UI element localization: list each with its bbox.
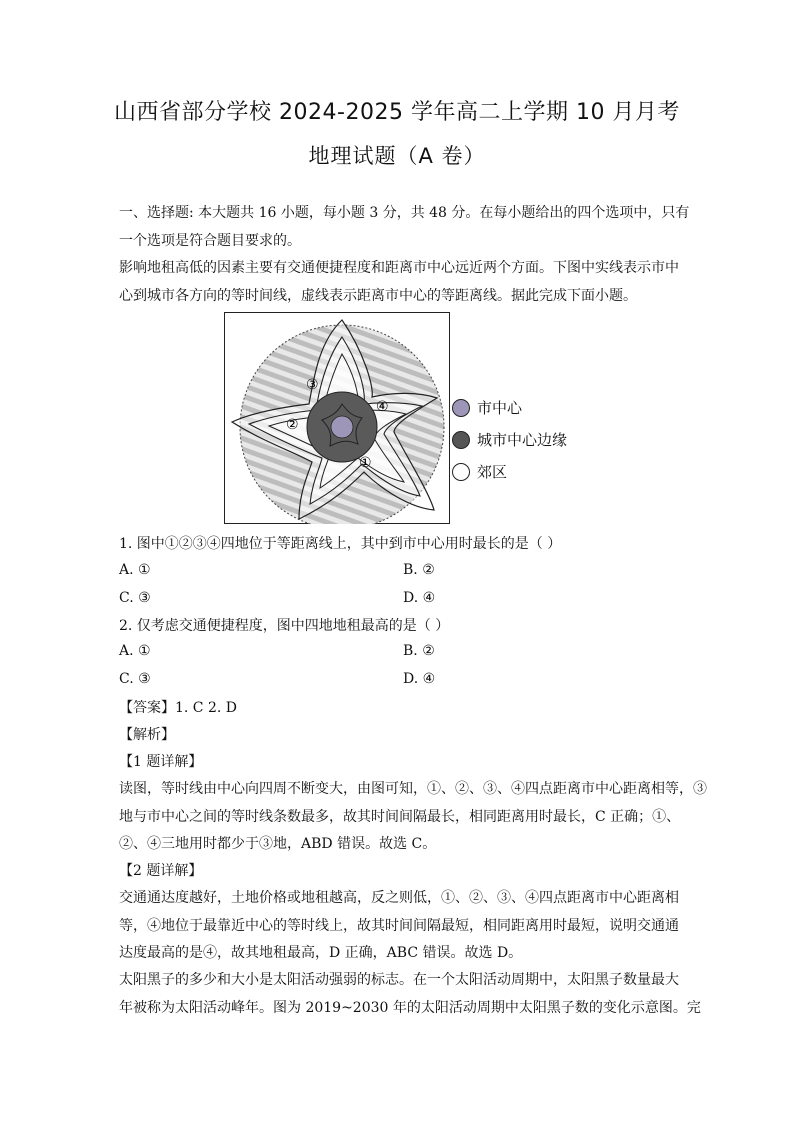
intro-text-1: 影响地租高低的因素主要有交通便捷程度和距离市中心远近两个方面。下图中实线表示市中 — [119, 260, 679, 276]
q2-option-a: A. ① — [119, 643, 151, 659]
point-3: ③ — [306, 377, 319, 393]
detail-1-text-3: ②、④三地用时都少于③地，ABD 错误。故选 C。 — [119, 836, 437, 852]
detail-2-text-2: 等，④地位于最靠近中心的等时线上，故其时间间隔最短，相同距离用时最短，说明交通通 — [119, 918, 679, 934]
city-center — [331, 416, 353, 438]
q2-option-b: B. ② — [403, 643, 435, 659]
q2-option-c: C. ③ — [119, 671, 151, 687]
isochrone-map-figure — [224, 312, 450, 524]
legend-label: 郊区 — [477, 463, 508, 481]
analysis-heading: 【解析】 — [119, 727, 175, 743]
detail-2-heading: 【2 题详解】 — [119, 863, 203, 879]
legend-center-edge — [452, 429, 567, 450]
legend-swatch-city-center — [452, 399, 470, 417]
point-4: ④ — [376, 399, 389, 415]
q1-option-a: A. ① — [119, 562, 151, 578]
section-instruction-1: 一、选择题: 本大题共 16 小题，每小题 3 分，共 48 分。在每小题给出的四个选项中，只有 — [119, 205, 690, 221]
q1-option-d: D. ④ — [403, 590, 436, 606]
q2-option-d: D. ④ — [403, 671, 436, 687]
detail-1-heading: 【1 题详解】 — [119, 754, 203, 770]
legend-label: 市中心 — [477, 399, 523, 417]
next-passage-1: 太阳黑子的多少和大小是太阳活动强弱的标志。在一个太阳活动周期中，太阳黑子数量最大 — [119, 972, 679, 988]
detail-1-text-2: 地与市中心之间的等时线条数最多，故其时间间隔最长，相同距离用时最长，C 正确；①、 — [119, 809, 681, 825]
answer-line: 【答案】1. C 2. D — [119, 700, 238, 716]
legend-label: 城市中心边缘 — [477, 431, 568, 449]
point-2: ② — [286, 417, 299, 433]
q1-option-b: B. ② — [403, 562, 435, 578]
question-2-stem: 2. 仅考虑交通便捷程度，图中四地地租最高的是（ ） — [119, 618, 450, 634]
legend-swatch-suburb — [452, 463, 470, 481]
legend-swatch-center-edge — [452, 431, 470, 449]
point-1: ① — [359, 455, 372, 471]
detail-2-text-3: 达度最高的是④，故其地租最高，D 正确，ABC 错误。故选 D。 — [119, 945, 523, 961]
next-passage-2: 年被称为太阳活动峰年。图为 2019~2030 年的太阳活动周期中太阳黑子数的变化示意图。完 — [119, 1000, 701, 1016]
question-1-stem: 1. 图中①②③④四地位于等距离线上，其中到市中心用时最长的是（ ） — [119, 536, 562, 552]
section-instruction-2: 一个选项是符合题目要求的。 — [119, 233, 301, 249]
detail-1-text-1: 读图，等时线由中心向四周不断变大，由图可知，①、②、③、④四点距离市中心距离相等，③ — [119, 781, 707, 797]
intro-text-2: 心到城市各方向的等时间线，虚线表示距离市中心的等距离线。据此完成下面小题。 — [119, 288, 637, 304]
document-title: 山西省部分学校 2024-2025 学年高二上学期 10 月月考 — [114, 100, 680, 125]
legend-suburb — [452, 461, 507, 482]
detail-2-text-1: 交通通达度越好，土地价格或地租越高，反之则低，①、②、③、④四点距离市中心距离相 — [119, 890, 679, 906]
q1-option-c: C. ③ — [119, 590, 151, 606]
legend-city-center — [452, 397, 522, 418]
document-subtitle: 地理试题（A 卷） — [308, 144, 486, 168]
